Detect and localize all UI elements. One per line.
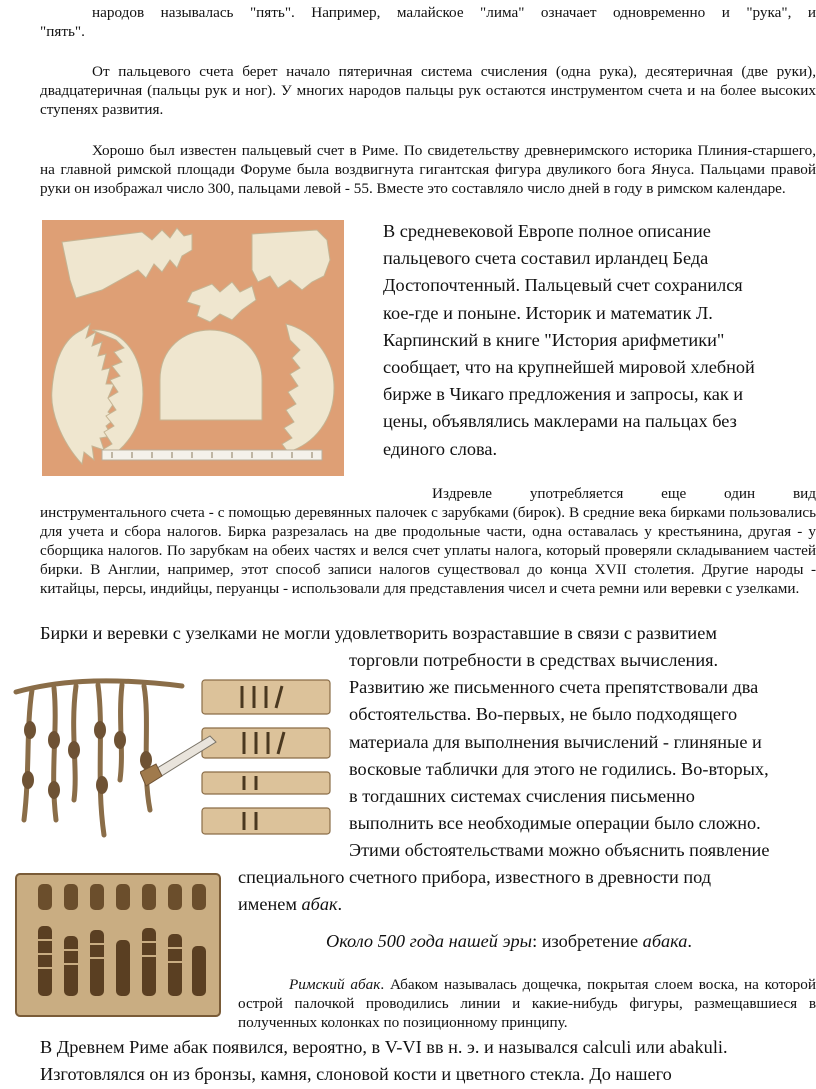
text-line: выполнить все необходимые операции было сложно.: [349, 813, 761, 834]
tally-sticks-image: [140, 672, 335, 842]
abacus-invention-heading: [326, 929, 816, 953]
text-line: сообщает, что на крупнейшей мировой хлебной: [383, 357, 755, 378]
text-line: Развитию же письменного счета препятствовали два: [349, 677, 759, 698]
paragraph-intro-line1: народов называлась "пять". Например, малайское "лима" означает одновременно и "рука", и: [92, 4, 816, 21]
paragraph-abacus-need-line1: Бирки и веревки с узелками не могли удовлетворить возраставшие в связи с развитием: [40, 623, 717, 643]
text-line: цены, объявлялись маклерами на пальцах без: [383, 411, 737, 432]
abacus-illustration: [12, 870, 224, 1020]
text-line: восковые таблички для этого не годились. Во-вторых,: [349, 758, 769, 779]
text-span: абака: [642, 931, 688, 951]
paragraph-ancient-rome-abacus-line1: В Древнем Риме абак появился, вероятно, в V-VI вв н. э. и назывался calculi или abakuli.: [40, 1037, 728, 1057]
paragraph-tally-sticks-first-line: Издревле употребляется еще один вид: [432, 485, 816, 502]
tally-bones-illustration: [42, 220, 344, 476]
text-span: именем: [238, 894, 302, 914]
text-line: Этими обстоятельствами можно объяснить появление: [349, 840, 770, 861]
tally-sticks-illustration: [140, 672, 335, 842]
text-line: единого слова.: [383, 438, 498, 459]
paragraph-intro-line2: "пять".: [40, 23, 85, 40]
text-line: торговли потребности в средствах вычисления.: [349, 650, 719, 670]
abacus-term: абак: [301, 894, 338, 914]
text-line: Достопочтенный. Пальцевый счет сохранился: [383, 275, 743, 296]
paragraph-abacus-need: [349, 647, 816, 865]
text-line: бирже в Чикаго предложения и запросы, как и: [383, 384, 744, 405]
text-line: В средневековой Европе полное описание: [383, 221, 711, 241]
abacus-image: [12, 870, 224, 1020]
text-line: кое-где и поныне. Историк и математик Л.: [383, 302, 713, 323]
text-line: в тогдашних системах счисления письменно: [349, 786, 695, 807]
paragraph-rome-finger-counting: Хорошо был известен пальцевый счет в Риме. По свидетельству древнеримского историка Плиния-старшего, на главной римской площади Форуме была воздвигнута гигантская фигура двуликого бога Януса. Пальцами правой руки он изображал число 300, пальцами левой - 55. Вместе это составляло число дней в году в римском календаре.: [40, 142, 816, 197]
roman-abacus-term: Римский абак: [289, 976, 381, 993]
text-line: обстоятельства. Во-первых, не было подходящего: [349, 704, 738, 725]
paragraph-tally-sticks: инструментального счета - с помощью деревянных палочек с зарубками (бирок). В средние века бирками пользовались для учета и сбора налогов. Бирка разрезалась на две продольные части, одна оставалась у крестьянина, другая - у сборщика налогов. По зарубкам на обеих частях и велся счет уплаты налога, который проверяли складыванием частей бирки. В Англии, например, этот способ записи налогов существовал до конца XVII столетия. Другие народы - китайцы, персы, индийцы, перуанцы - использовали для представления чисел и счета ремни или веревки с узелками.: [40, 504, 816, 597]
paragraph-finger-counting-origin: От пальцевого счета берет начало пятеричная система счисления (одна рука), десятеричная (две руки), двадцатеричная (пальцы рук и ног). У многих народов пальцы рук остаются инструментом счета и на более высоких ступенях развития.: [40, 63, 816, 118]
paragraph-roman-abacus: [238, 975, 816, 1032]
text-span: .: [687, 931, 692, 951]
paragraph-bede-venerable: [383, 218, 803, 463]
tally-bones-image: [42, 220, 344, 476]
text-span: Около 500 года нашей эры: [326, 931, 533, 951]
paragraph-abacus-need-line10: специального счетного прибора, известного в древности под: [238, 867, 712, 887]
paragraph-ancient-rome-abacus-line2: Изготовлялся он из бронзы, камня, слоновой кости и цветного стекла. До нашего: [40, 1064, 672, 1084]
text-line: пальцевого счета составил ирландец Беда: [383, 248, 709, 269]
text-span: .: [337, 894, 343, 914]
paragraph-abacus-need-line11: [238, 891, 638, 918]
text-line: Карпинский в книге "История арифметики": [383, 329, 725, 350]
text-span: : изобретение: [532, 931, 643, 951]
text-line: материала для выполнения вычислений - глиняные и: [349, 731, 762, 752]
text-span: . Абаком называлась дощечка, покрытая слоем воска, на которой острой палочкой проводились линии и какие-нибудь фигуры, размещавшиеся в полученных колонках по позиционному принципу.: [238, 976, 816, 1031]
